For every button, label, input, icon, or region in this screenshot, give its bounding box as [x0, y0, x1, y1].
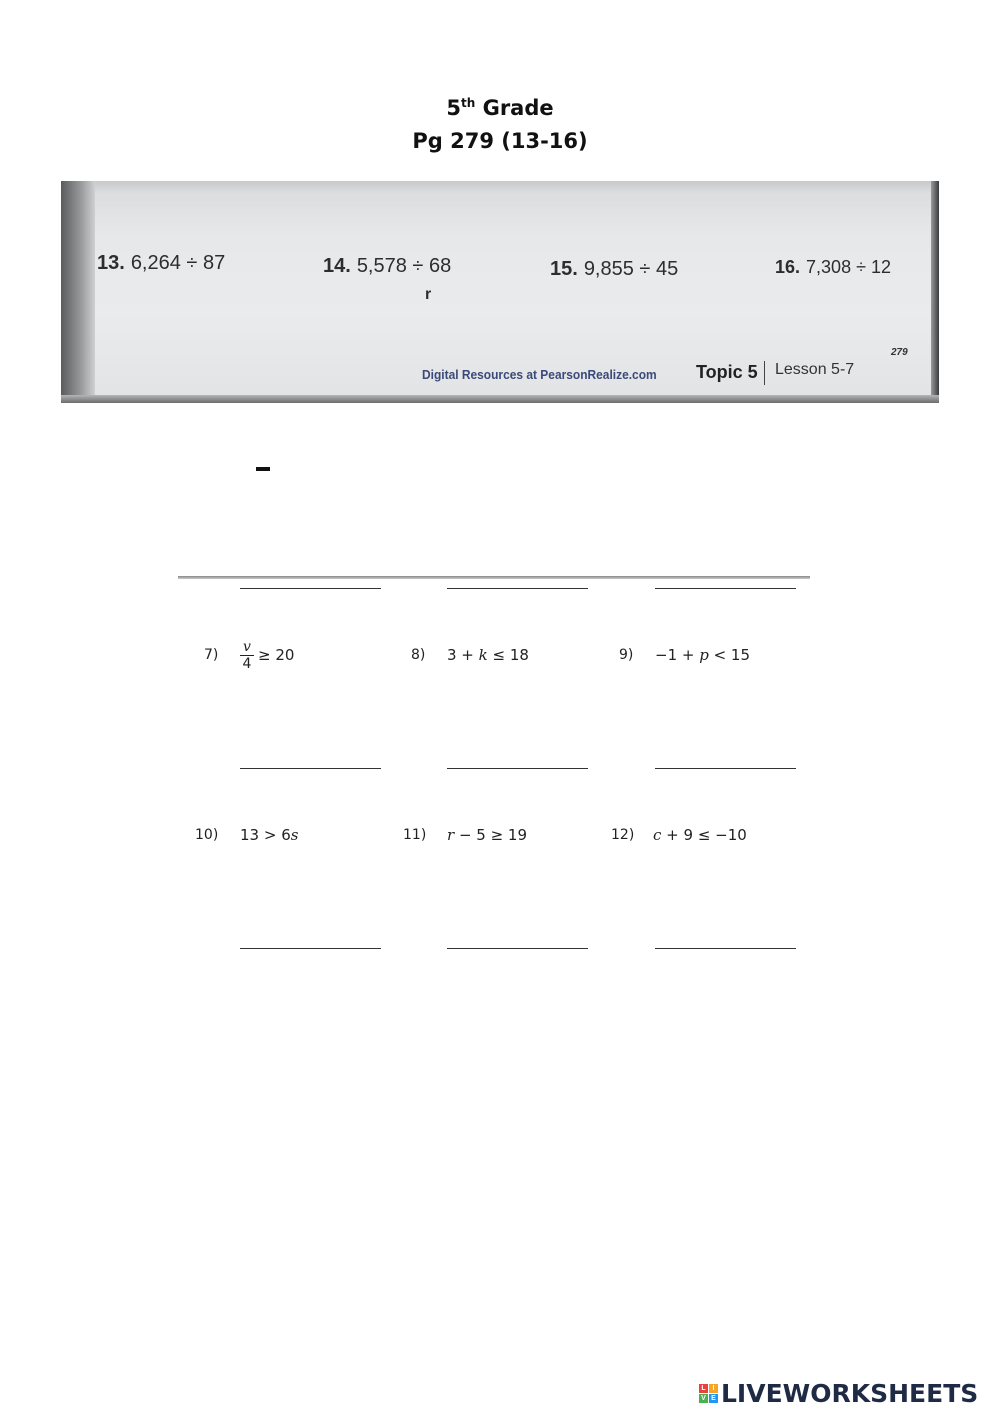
- page-title-grade: [0, 96, 1000, 120]
- expr-post: − 5 ≥ 19: [454, 826, 528, 844]
- question-7-fraction: [240, 640, 254, 671]
- expr-post: + 9 ≤ −10: [661, 826, 747, 844]
- badge-letter: L: [699, 1384, 708, 1393]
- photo-edge-right: [931, 181, 939, 403]
- question-7-number: 7): [204, 647, 219, 663]
- problem-number: 14.: [323, 255, 351, 277]
- answer-line[interactable]: [655, 948, 796, 949]
- question-8-number: 8): [411, 647, 426, 663]
- question-12-number: 12): [611, 827, 635, 843]
- question-12-inequality: [653, 826, 747, 844]
- expr-variable: k: [478, 646, 488, 664]
- problem-expression: 7,308 ÷ 12: [806, 257, 891, 277]
- problem-13: [97, 252, 225, 275]
- lesson-label: Lesson 5-7: [775, 361, 855, 378]
- problem-14: [323, 255, 451, 278]
- topic-label: Topic 5: [696, 362, 758, 382]
- expr-pre: 3 +: [447, 646, 479, 664]
- answer-line[interactable]: [447, 768, 588, 769]
- question-11-number: 11): [403, 827, 427, 843]
- fraction-denominator: 4: [242, 656, 252, 672]
- problem-16: [775, 257, 891, 278]
- question-7-inequality: ≥ 20: [258, 646, 295, 664]
- expr-variable: s: [290, 826, 299, 844]
- section-divider: [178, 576, 810, 579]
- answer-line[interactable]: [240, 948, 381, 949]
- problem-expression: 5,578 ÷ 68: [356, 255, 452, 277]
- expr-pre: −1 +: [655, 646, 700, 664]
- answer-line[interactable]: [240, 588, 381, 589]
- expr-post: ≤ 18: [487, 646, 529, 664]
- expr-variable: p: [699, 646, 709, 664]
- problem-15: [550, 258, 678, 281]
- badge-letter: V: [699, 1394, 708, 1403]
- liveworksheets-logo: [699, 1378, 978, 1408]
- badge-letter: I: [709, 1384, 718, 1393]
- problem-expression: 9,855 ÷ 45: [583, 258, 679, 280]
- grade-word: Grade: [482, 96, 554, 120]
- photo-edge-top: [61, 181, 939, 195]
- photo-edge-left: [61, 181, 95, 403]
- fraction-numerator: v: [243, 639, 251, 655]
- question-9-number: 9): [619, 647, 634, 663]
- question-9-inequality: [655, 646, 750, 664]
- logo-text: LIVEWORKSHEETS: [721, 1378, 979, 1408]
- question-8-inequality: [447, 646, 529, 664]
- answer-line[interactable]: [240, 768, 381, 769]
- remainder-mark: r: [425, 286, 432, 303]
- problem-number: 15.: [550, 258, 578, 280]
- grade-superscript: th: [460, 96, 476, 110]
- expr-variable: r: [447, 826, 455, 844]
- question-10-number: 10): [195, 827, 219, 843]
- answer-line[interactable]: [447, 948, 588, 949]
- textbook-page-number: 279: [891, 347, 908, 358]
- digital-resources-text: Digital Resources at PearsonRealize.com: [422, 367, 657, 382]
- answer-line[interactable]: [655, 768, 796, 769]
- expr-variable: c: [653, 826, 662, 844]
- logo-badge-icon: [699, 1384, 718, 1403]
- expr-post: < 15: [708, 646, 751, 664]
- badge-letter: E: [709, 1394, 718, 1403]
- expr-pre: 13 > 6: [240, 826, 291, 844]
- textbook-photo: [61, 181, 939, 403]
- problem-expression: 6,264 ÷ 87: [130, 252, 226, 274]
- dash-mark: [256, 467, 270, 471]
- question-10-inequality: [240, 826, 298, 844]
- problem-number: 13.: [97, 252, 125, 274]
- answer-line[interactable]: [655, 588, 796, 589]
- answer-line[interactable]: [447, 588, 588, 589]
- photo-edge-bottom: [61, 395, 939, 403]
- topic-separator: [764, 361, 765, 385]
- grade-number: 5: [446, 96, 461, 120]
- problem-number: 16.: [775, 257, 801, 277]
- question-11-inequality: [447, 826, 527, 844]
- page-reference: Pg 279 (13-16): [412, 129, 588, 153]
